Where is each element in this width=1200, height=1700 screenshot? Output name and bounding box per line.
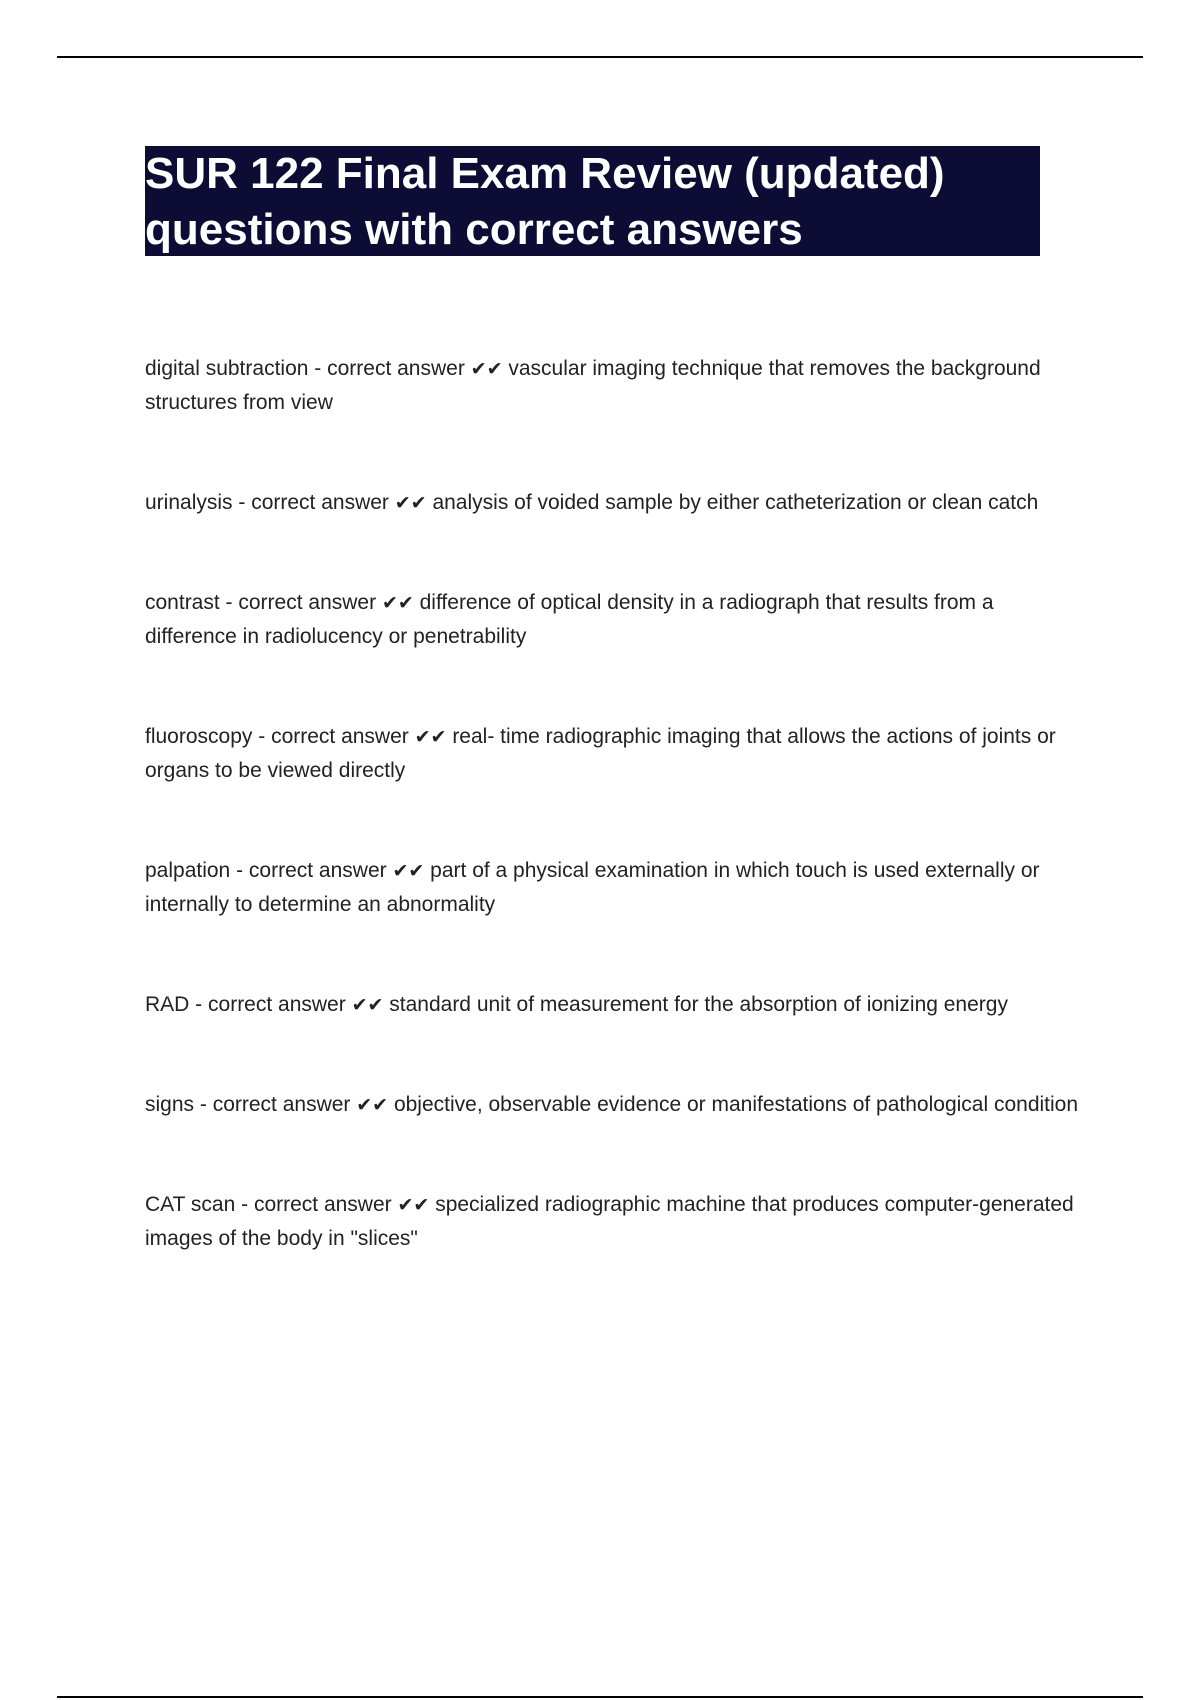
entry-definition: specialized radiographic machine that produces computer-generated images of the body in "slices"	[145, 1193, 1074, 1250]
entry-term: digital subtraction	[145, 357, 309, 380]
checkmark-icon: ✔✔	[351, 994, 384, 1016]
entry-answer-label: correct answer	[271, 725, 409, 748]
entry-definition: difference of optical density in a radiograph that results from a difference in radiolucency or penetrability	[145, 591, 994, 648]
entry-answer-label: correct answer	[212, 1093, 351, 1116]
entry-definition: part of a physical examination in which touch is used externally or internally to determine an abnormality	[145, 859, 1040, 916]
entry-term: signs	[145, 1093, 195, 1116]
entry-answer-label: correct answer	[208, 993, 346, 1016]
entry-term: contrast	[145, 591, 220, 614]
title-banner	[145, 146, 1040, 256]
qa-entry: CAT scan - correct answer ✔✔ specialized radiographic machine that produces computer-generated images of the body in "slices"	[145, 1193, 1074, 1250]
entry-answer-label: correct answer	[327, 357, 465, 380]
checkmark-icon: ✔✔	[392, 860, 425, 882]
qa-entry: signs - correct answer ✔✔ objective, observable evidence or manifestations of pathological condition	[145, 1093, 1079, 1116]
document-title: SUR 122 Final Exam Review (updated) questions with correct answers	[145, 149, 945, 254]
checkmark-icon: ✔✔	[397, 1194, 430, 1216]
checkmark-icon: ✔✔	[414, 726, 447, 748]
header-rule	[57, 56, 1143, 58]
entry-answer-label: correct answer	[248, 859, 387, 882]
entry-answer-label: correct answer	[251, 491, 389, 514]
qa-entry: urinalysis - correct answer ✔✔ analysis of voided sample by either catheterization or clean catch	[145, 491, 1039, 514]
qa-entry: fluoroscopy - correct answer ✔✔ real- time radiographic imaging that allows the actions of joints or organs to be viewed directly	[145, 725, 1056, 782]
qa-entry: RAD - correct answer ✔✔ standard unit of measurement for the absorption of ionizing energy	[145, 993, 1008, 1016]
qa-entry: digital subtraction - correct answer ✔✔ vascular imaging technique that removes the background structures from view	[145, 357, 1041, 414]
checkmark-icon: ✔✔	[394, 492, 427, 514]
checkmark-icon: ✔✔	[356, 1094, 389, 1116]
entry-term: palpation	[145, 859, 231, 882]
entry-answer-label: correct answer	[253, 1193, 392, 1216]
checkmark-icon: ✔✔	[381, 592, 414, 614]
entry-definition: objective, observable evidence or manifestations of pathological condition	[393, 1093, 1079, 1116]
qa-entry: contrast - correct answer ✔✔ difference of optical density in a radiograph that results from a difference in radiolucency or penetrability	[145, 591, 994, 648]
footer-rule	[57, 1696, 1143, 1698]
qa-list	[145, 352, 1080, 1322]
entry-term: RAD	[145, 993, 190, 1016]
entry-answer-label: correct answer	[238, 591, 377, 614]
entry-definition: standard unit of measurement for the absorption of ionizing energy	[389, 993, 1008, 1016]
entry-definition: vascular imaging technique that removes the background structures from view	[145, 357, 1041, 414]
entry-term: fluoroscopy	[145, 725, 253, 748]
entry-term: CAT scan	[145, 1193, 236, 1216]
entry-term: urinalysis	[145, 491, 233, 514]
checkmark-icon: ✔✔	[470, 358, 503, 380]
qa-entry: palpation - correct answer ✔✔ part of a physical examination in which touch is used externally or internally to determine an abnormality	[145, 859, 1040, 916]
entry-definition: analysis of voided sample by either catheterization or clean catch	[432, 491, 1039, 514]
entry-definition: real- time radiographic imaging that allows the actions of joints or organs to be viewed directly	[145, 725, 1056, 782]
